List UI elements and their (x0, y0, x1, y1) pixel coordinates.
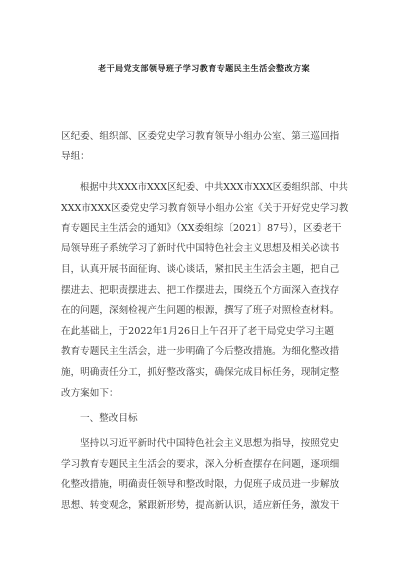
body-line: 教育专题民主生活会，进一步明确了今后整改措施。为细化整改措 (61, 346, 340, 357)
body-line: 育专题民主生活会的通知》（XX委组综〔2021〕87号），区委老干 (61, 223, 342, 234)
body-line: 坚持以习近平新时代中国特色社会主义思想为指导，按照党史 (80, 438, 340, 449)
body-line: XXX市XXX区委党史学习教育领导小组办公室《关于开好党史学习教 (61, 203, 349, 214)
body-line: 化整改措施，明确责任领导和整改时限，力促班子成员进一步解放 (61, 479, 340, 490)
body-line: 目，认真开展书面征询、谈心谈话，紧扣民主生活会主题，把自己 (61, 264, 340, 275)
body-line: 学习教育专题民主生活会的要求，深入分析查摆存在问题，逐项细 (61, 459, 340, 470)
body-line: 改方案如下： (61, 388, 119, 399)
body-line: 施，明确责任分工，抓好整改落实，确保完成目标任务，现制定整 (61, 367, 340, 378)
body-line: 局领导班子系统学习了新时代中国特色社会主义思想及相关必读书 (61, 243, 340, 254)
body-line: 导组： (61, 151, 90, 162)
document-title: 老干局党支部领导班子学习教育专题民主生活会整改方案 (98, 63, 310, 73)
section-heading: 一、整改目标 (80, 413, 138, 424)
body-line: 思想、转变观念，紧跟新形势，提高新认识，适应新任务，激发干 (61, 500, 340, 511)
body-line: 在的问题，深刻检视产生问题的根源，撰写了班子对照检查材料。 (61, 305, 340, 316)
body-line: 根据中共XXX市XXX区纪委、中共XXX市XXX区委组织部、中共 (80, 182, 348, 193)
body-line: 在此基础上，于2022年1月26日上午召开了老干局党史学习主题 (61, 326, 334, 337)
body-line: 摆进去、把职责摆进去、把工作摆进去，围绕五个方面深入查找存 (61, 285, 340, 296)
body-line: 区纪委、组织部、区委党史学习教育领导小组办公室、第三巡回指 (61, 131, 340, 142)
